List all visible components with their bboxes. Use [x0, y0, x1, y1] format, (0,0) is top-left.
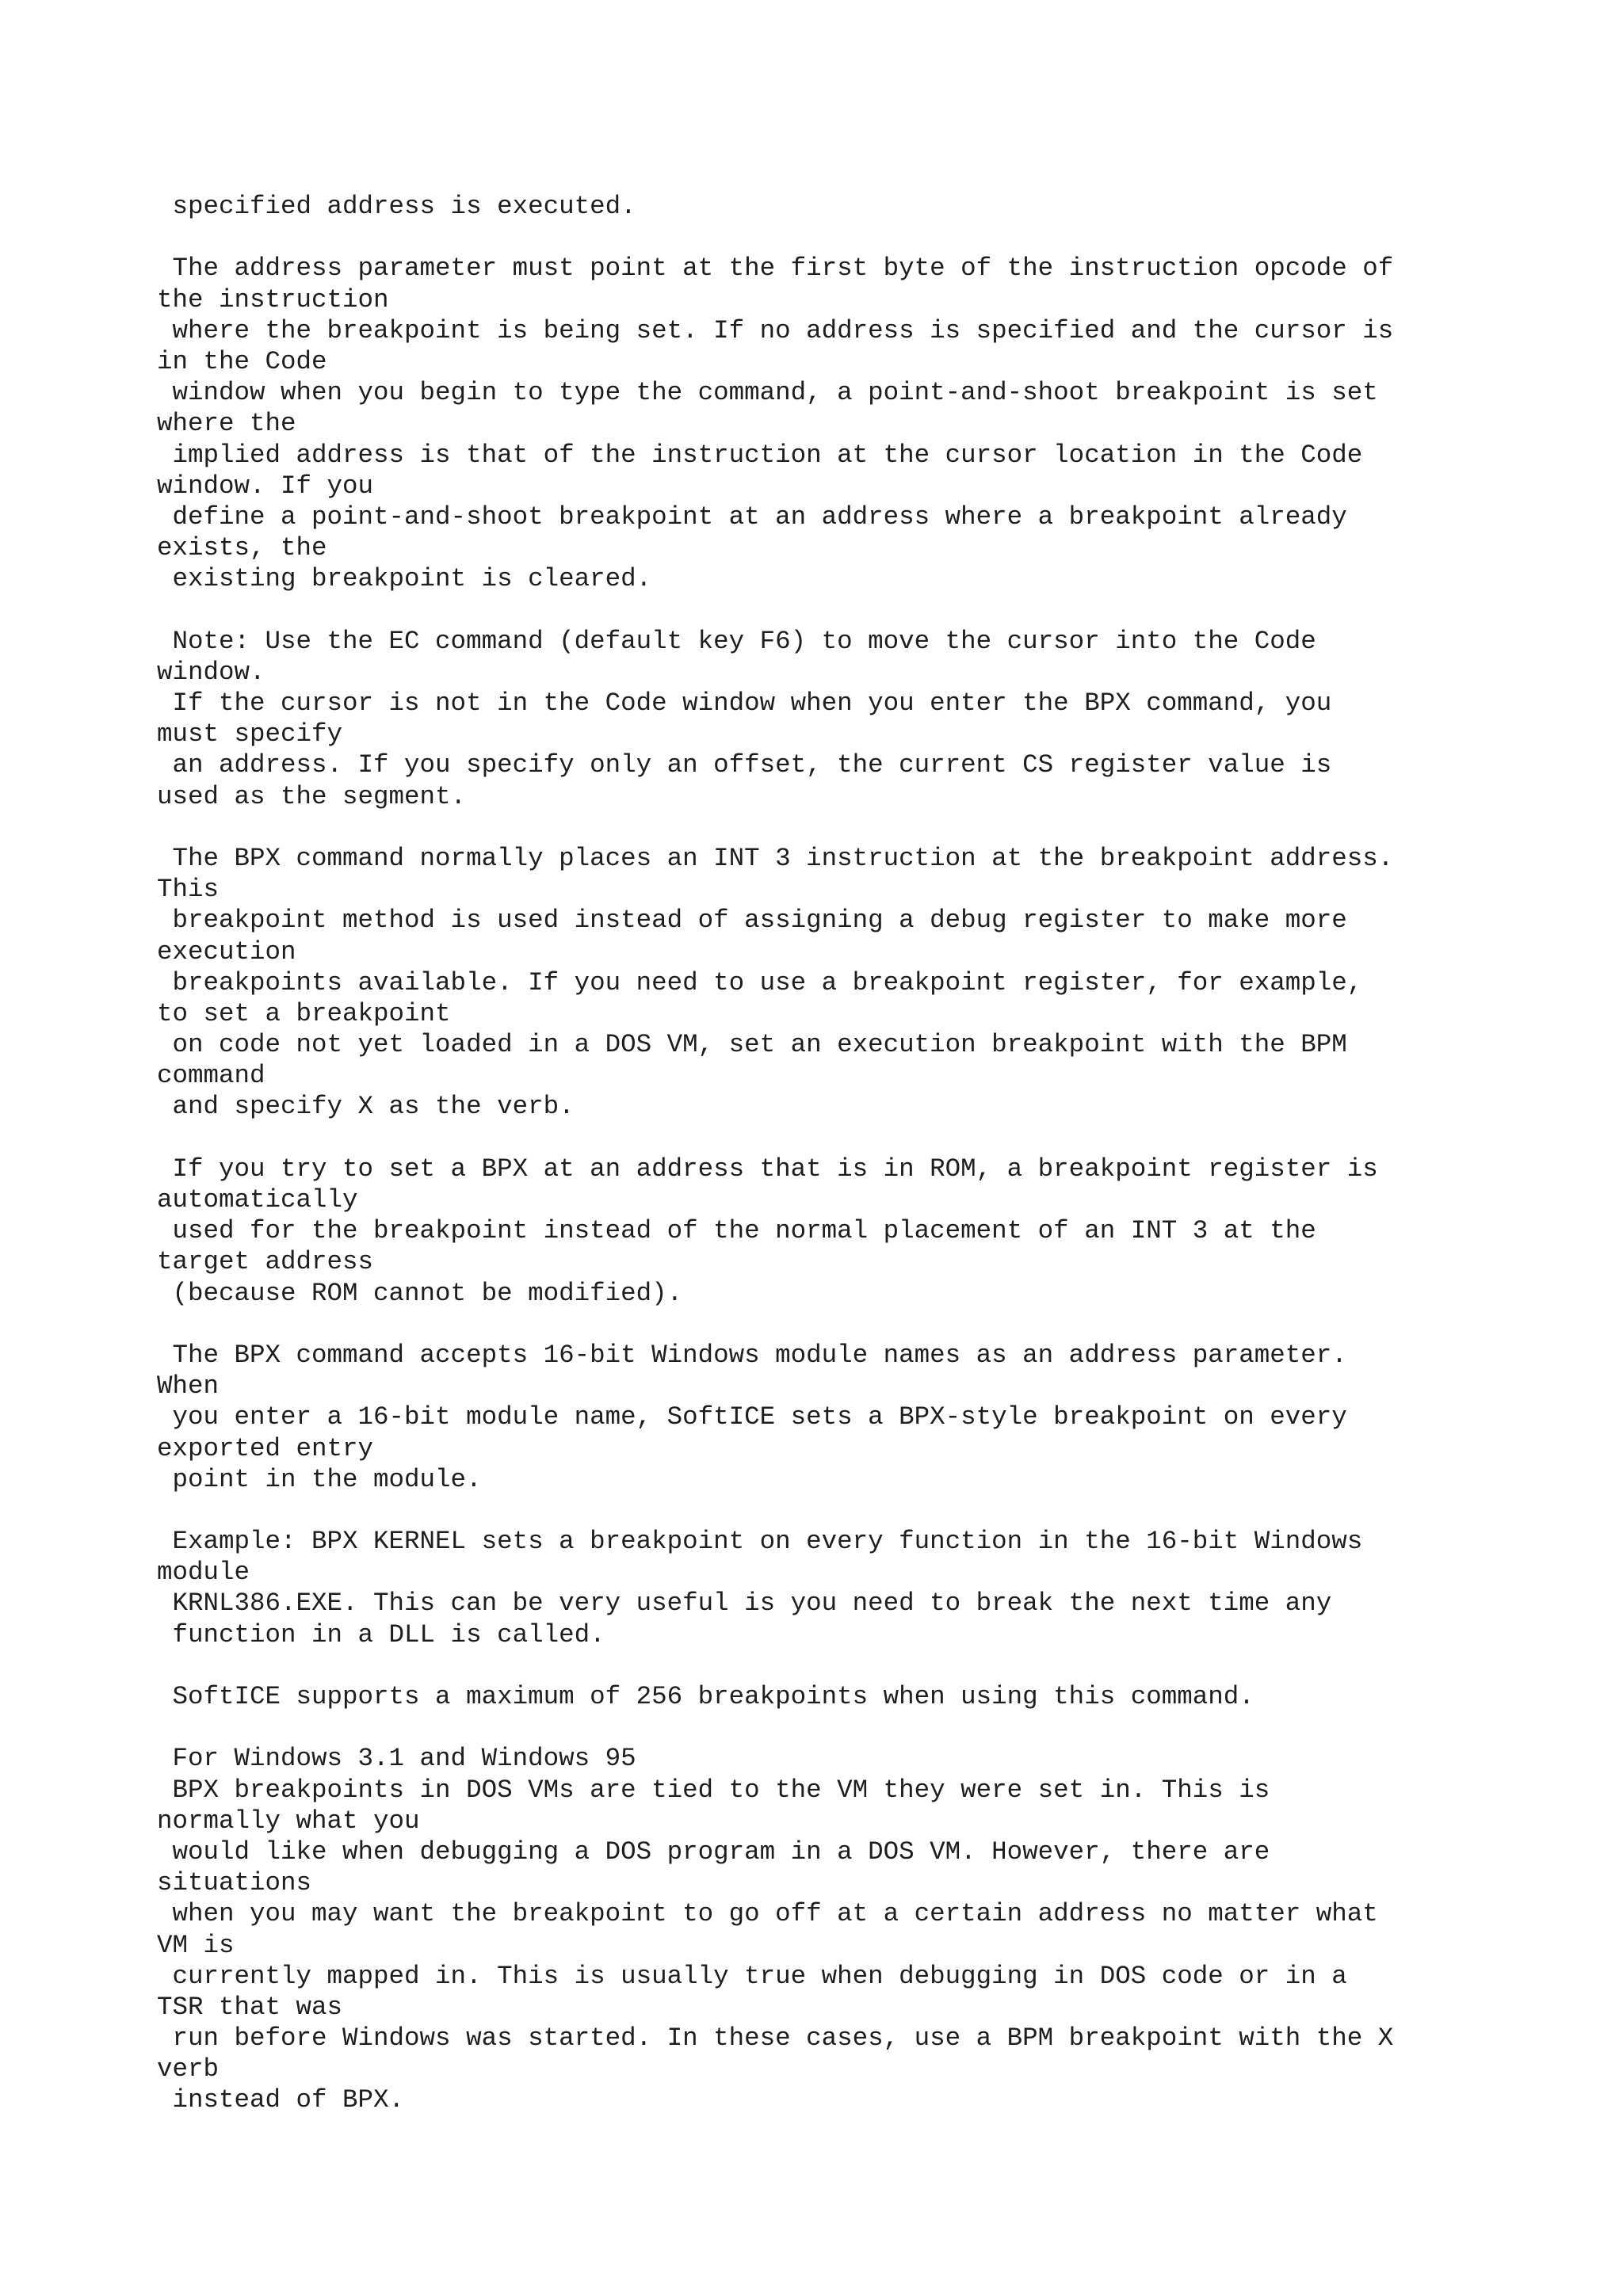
text-line: window when you begin to type the command, a point-and-shoot breakpoint is set: [157, 378, 1378, 408]
text-line: where the breakpoint is being set. If no address is specified and the cursor is: [157, 315, 1394, 345]
blank-line: [157, 1650, 1599, 1681]
text-line: you enter a 16-bit module name, SoftICE sets a BPX-style breakpoint on every: [157, 1402, 1347, 1432]
text-line: window. If you: [157, 471, 374, 501]
text-line: BPX breakpoints in DOS VMs are tied to the VM they were set in. This is: [157, 1775, 1270, 1805]
text-line: on code not yet loaded in a DOS VM, set an execution breakpoint with the BPM: [157, 1030, 1347, 1060]
blank-line: [157, 594, 1599, 625]
blank-line: [157, 222, 1599, 253]
text-line: This: [157, 875, 220, 905]
text-line: implied address is that of the instruction at the cursor location in the Code: [157, 440, 1363, 470]
text-line: point in the module.: [157, 1464, 482, 1494]
text-line: instead of BPX.: [157, 2085, 405, 2115]
text-line: currently mapped in. This is usually true when debugging in DOS code or in a: [157, 1961, 1347, 1991]
text-line: automatically: [157, 1185, 358, 1215]
text-line: Note: Use the EC command (default key F6) to move the cursor into the Code: [157, 626, 1316, 656]
text-line: where the: [157, 409, 296, 439]
text-line: TSR that was: [157, 1992, 343, 2022]
text-line: When: [157, 1371, 220, 1402]
blank-line: [157, 812, 1599, 843]
text-line: target address: [157, 1247, 374, 1277]
text-line: define a point-and-shoot breakpoint at an address where a breakpoint already: [157, 502, 1347, 532]
text-line: breakpoints available. If you need to use a breakpoint register, for example,: [157, 967, 1363, 997]
text-line: run before Windows was started. In these cases, use a BPM breakpoint with the X: [157, 2023, 1394, 2054]
text-line: module: [157, 1558, 250, 1588]
text-line: to set a breakpoint: [157, 998, 451, 1028]
text-line: execution: [157, 936, 296, 967]
text-line: The BPX command accepts 16-bit Windows module names as an address parameter.: [157, 1340, 1347, 1370]
text-line: VM is: [157, 1930, 235, 1960]
text-line: situations: [157, 1868, 312, 1898]
text-line: in the Code: [157, 346, 327, 376]
text-line: used as the segment.: [157, 781, 467, 811]
text-line: function in a DLL is called.: [157, 1619, 605, 1650]
text-line: verb: [157, 2054, 220, 2084]
text-line: breakpoint method is used instead of assigning a debug register to make more: [157, 906, 1347, 936]
text-line: The address parameter must point at the first byte of the instruction opcode of: [157, 254, 1394, 284]
text-line: window.: [157, 657, 265, 687]
text-line: an address. If you specify only an offset, the current CS register value is: [157, 750, 1332, 780]
text-line: used for the breakpoint instead of the normal placement of an INT 3 at the: [157, 1216, 1316, 1246]
text-line: normally what you: [157, 1806, 420, 1836]
text-line: If you try to set a BPX at an address that is in ROM, a breakpoint register is: [157, 1154, 1378, 1184]
text-line: must specify: [157, 719, 343, 749]
blank-line: [157, 1309, 1599, 1340]
text-line: (because ROM cannot be modified).: [157, 1278, 683, 1308]
text-line: existing breakpoint is cleared.: [157, 564, 652, 594]
blank-line: [157, 1495, 1599, 1526]
text-line: exists, the: [157, 533, 327, 563]
text-line: exported entry: [157, 1433, 374, 1463]
text-line: SoftICE supports a maximum of 256 breakpoints when using this command.: [157, 1682, 1254, 1711]
text-line: the instruction: [157, 284, 389, 315]
text-line: Example: BPX KERNEL sets a breakpoint on every function in the 16-bit Windows: [157, 1527, 1363, 1557]
text-line: and specify X as the verb.: [157, 1092, 575, 1122]
text-line: command: [157, 1061, 265, 1091]
blank-line: [157, 1712, 1599, 1743]
text-line: specified address is executed.: [157, 192, 636, 221]
text-line: would like when debugging a DOS program in a DOS VM. However, there are: [157, 1836, 1270, 1867]
document-text: [157, 191, 1599, 2116]
text-line: The BPX command normally places an INT 3 instruction at the breakpoint address.: [157, 843, 1394, 873]
text-line: For Windows 3.1 and Windows 95: [157, 1744, 636, 1774]
text-line: If the cursor is not in the Code window when you enter the BPX command, you: [157, 688, 1332, 718]
text-line: KRNL386.EXE. This can be very useful is you need to break the next time any: [157, 1589, 1332, 1619]
blank-line: [157, 1123, 1599, 1154]
text-line: when you may want the breakpoint to go off at a certain address no matter what: [157, 1899, 1378, 1929]
